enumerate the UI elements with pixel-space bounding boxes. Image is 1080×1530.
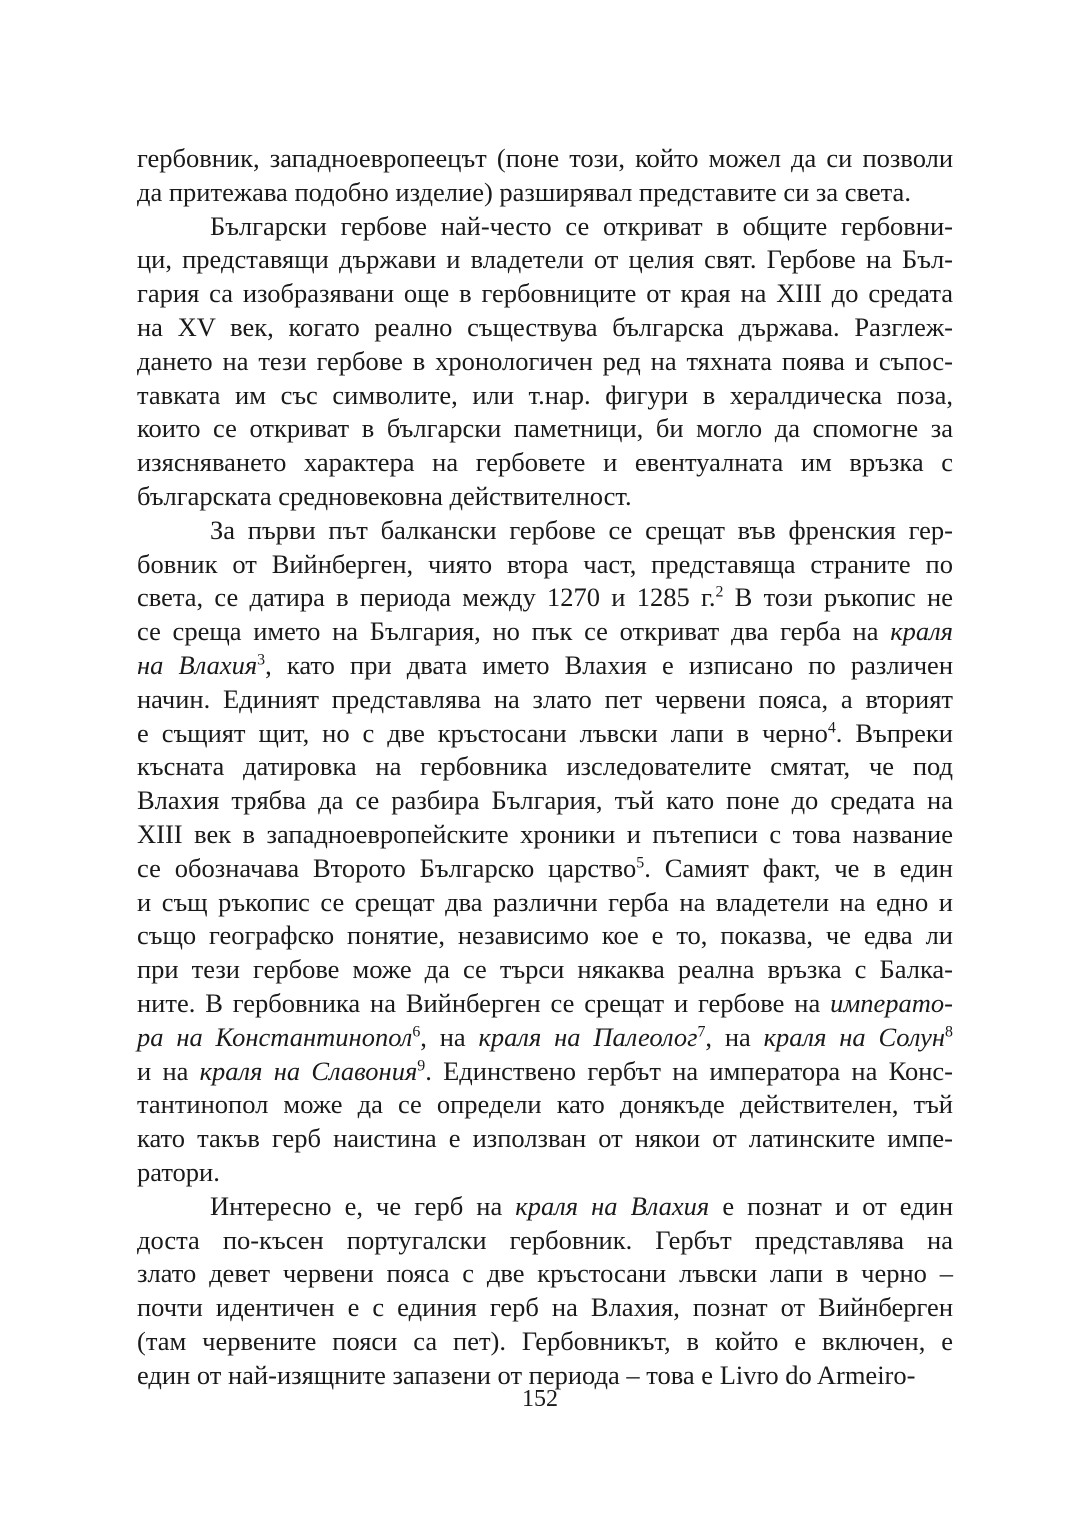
text-run: също географско понятие, независимо кое е то, показва, че едва ли bbox=[137, 920, 953, 951]
text-line bbox=[137, 311, 953, 345]
text-run: (там червените пояси са пет). Гербовникът, в който е включен, е bbox=[137, 1325, 953, 1356]
text-run: ци, представящи държави и владетели от целия свят. Гербове на Бъл- bbox=[137, 244, 953, 275]
text-run: късната датировка на гербовника изследователите смятат, че под bbox=[137, 751, 953, 782]
text-line bbox=[137, 953, 953, 987]
text-line bbox=[137, 717, 953, 751]
text-line bbox=[137, 581, 953, 615]
text-run: и същ ръкопис се срещат два различни герба на владетели на едно и bbox=[137, 886, 953, 917]
italic-text: краля на Палеолог bbox=[478, 1021, 698, 1052]
text-run: Влахия трябва да се разбира България, тъй като поне до средата на bbox=[137, 785, 953, 816]
text-line bbox=[137, 1055, 953, 1089]
text-run: дането на тези гербове в хронологичен ред на тяхната поява и съпос- bbox=[137, 345, 953, 376]
italic-text: краля на Солун bbox=[763, 1021, 946, 1052]
text-run: българската средновековна действителност. bbox=[137, 480, 632, 511]
text-line bbox=[137, 852, 953, 886]
footnote-ref: 6 bbox=[412, 1023, 421, 1041]
text-run: . Единствено гербът на императора на Конс- bbox=[425, 1055, 953, 1086]
text-line bbox=[137, 480, 953, 514]
text-line bbox=[137, 649, 953, 683]
text-run: тавката им със символите, или т.нар. фигури в хералдическа поза, bbox=[137, 379, 953, 410]
text-run: доста по-късен португалски гербовник. Гербът представлява на bbox=[137, 1224, 953, 1255]
text-run: е същият щит, но с две кръстосани лъвски лапи в черно bbox=[137, 717, 828, 748]
text-line bbox=[137, 750, 953, 784]
text-run: да притежава подобно изделие) разширявал представите си за света. bbox=[137, 176, 911, 207]
text-run: и на bbox=[137, 1055, 200, 1086]
text-run: ните. В гербовника на Вийнберген се срещат и гербове на bbox=[137, 987, 831, 1018]
text-run: За първи път балкански гербове се срещат във френския гер- bbox=[210, 514, 953, 545]
text-line bbox=[137, 548, 953, 582]
italic-text: на Влахия bbox=[137, 649, 258, 680]
footnote-ref: 2 bbox=[715, 583, 724, 601]
text-line bbox=[137, 277, 953, 311]
text-line bbox=[137, 446, 953, 480]
text-run: , на bbox=[705, 1021, 764, 1052]
text-line bbox=[137, 886, 953, 920]
text-run: . Самият факт, че в един bbox=[644, 852, 953, 883]
text-run: при тези гербове може да се търси някаква реална връзка с Балка- bbox=[137, 954, 953, 985]
text-line bbox=[137, 379, 953, 413]
text-line bbox=[137, 683, 953, 717]
text-run: Български гербове най-често се откриват в общите гербовни- bbox=[210, 210, 953, 241]
text-line bbox=[137, 1257, 953, 1291]
text-run: които се откриват в български паметници, би могло да спомогне за bbox=[137, 413, 953, 444]
text-line bbox=[137, 243, 953, 277]
italic-text: краля на Славония bbox=[199, 1055, 418, 1086]
text-run: , като при двата името Влахия е изписано по различен bbox=[265, 649, 953, 680]
text-run: почти идентичен е с единия герб на Влахия, познат от Вийнберген bbox=[137, 1292, 953, 1323]
text-line bbox=[137, 818, 953, 852]
text-run: бовник от Вийнберген, чиято втора част, представяща страните по bbox=[137, 548, 953, 579]
italic-text: ра на Константинопол bbox=[137, 1021, 413, 1052]
text-line bbox=[137, 1291, 953, 1325]
footnote-ref: 4 bbox=[827, 719, 836, 737]
text-run: тантинопол може да се определи като донякъде действителен, тъй bbox=[137, 1089, 953, 1120]
text-line bbox=[137, 1224, 953, 1258]
text-run: злато девет червени пояса с две кръстосани лъвски лапи в черно – bbox=[137, 1258, 953, 1289]
text-line bbox=[137, 142, 953, 176]
text-run: на XV век, когато реално съществува българска държава. Разглеж- bbox=[137, 311, 953, 342]
footnote-ref: 7 bbox=[697, 1023, 706, 1041]
text-line bbox=[137, 919, 953, 953]
text-run: гербовник, западноевропеецът (поне този, който можел да си позволи bbox=[137, 143, 953, 173]
text-run: изясняването характера на гербовете и евентуалната им връзка с bbox=[137, 447, 953, 478]
text-line bbox=[137, 176, 953, 210]
text-run: като такъв герб наистина е използван от някои от латинските импе- bbox=[137, 1123, 953, 1154]
text-run: XIII век в западноевропейските хроники и пътеписи с това название bbox=[137, 818, 953, 849]
page-number: 152 bbox=[522, 1386, 558, 1412]
italic-text: краля на Влахия bbox=[515, 1190, 710, 1221]
text-run: е познат и от един bbox=[709, 1190, 953, 1221]
text-line bbox=[137, 412, 953, 446]
text-run: се обозначава Второто Българско царство bbox=[137, 852, 637, 883]
text-run: един от най-изящните запазени от периода – това е Livro do Armeiro- bbox=[137, 1359, 916, 1390]
text-line bbox=[137, 1190, 953, 1224]
footnote-ref: 9 bbox=[417, 1056, 426, 1074]
text-line bbox=[137, 1122, 953, 1156]
text-line bbox=[137, 1021, 953, 1055]
text-line bbox=[137, 345, 953, 379]
body-text bbox=[137, 142, 953, 1392]
text-run: . Въпреки bbox=[835, 717, 953, 748]
footnote-ref: 3 bbox=[257, 651, 266, 669]
text-line bbox=[137, 514, 953, 548]
text-line bbox=[137, 987, 953, 1021]
text-line bbox=[137, 615, 953, 649]
text-run: начин. Единият представлява на злато пет червени пояса, а вторият bbox=[137, 683, 953, 714]
text-line bbox=[137, 1088, 953, 1122]
text-run: се среща името на България, но пък се откриват два герба на bbox=[137, 616, 891, 647]
text-run: гария са изобразявани още в гербовниците от края на XIII до средата bbox=[137, 278, 953, 309]
text-run: ратори. bbox=[137, 1156, 220, 1187]
footnote-ref: 5 bbox=[636, 854, 645, 872]
text-line bbox=[137, 1325, 953, 1359]
text-run: света, се датира в периода между 1270 и 1285 г. bbox=[137, 582, 716, 613]
footnote-ref: 8 bbox=[945, 1023, 953, 1041]
text-run: , на bbox=[420, 1021, 479, 1052]
italic-text: императо- bbox=[830, 987, 953, 1018]
text-run: В този ръкопис не bbox=[723, 582, 953, 613]
text-line bbox=[137, 784, 953, 818]
text-run: Интересно е, че герб на bbox=[210, 1190, 516, 1221]
text-line bbox=[137, 210, 953, 244]
text-line bbox=[137, 1156, 953, 1190]
italic-text: краля bbox=[890, 616, 953, 647]
